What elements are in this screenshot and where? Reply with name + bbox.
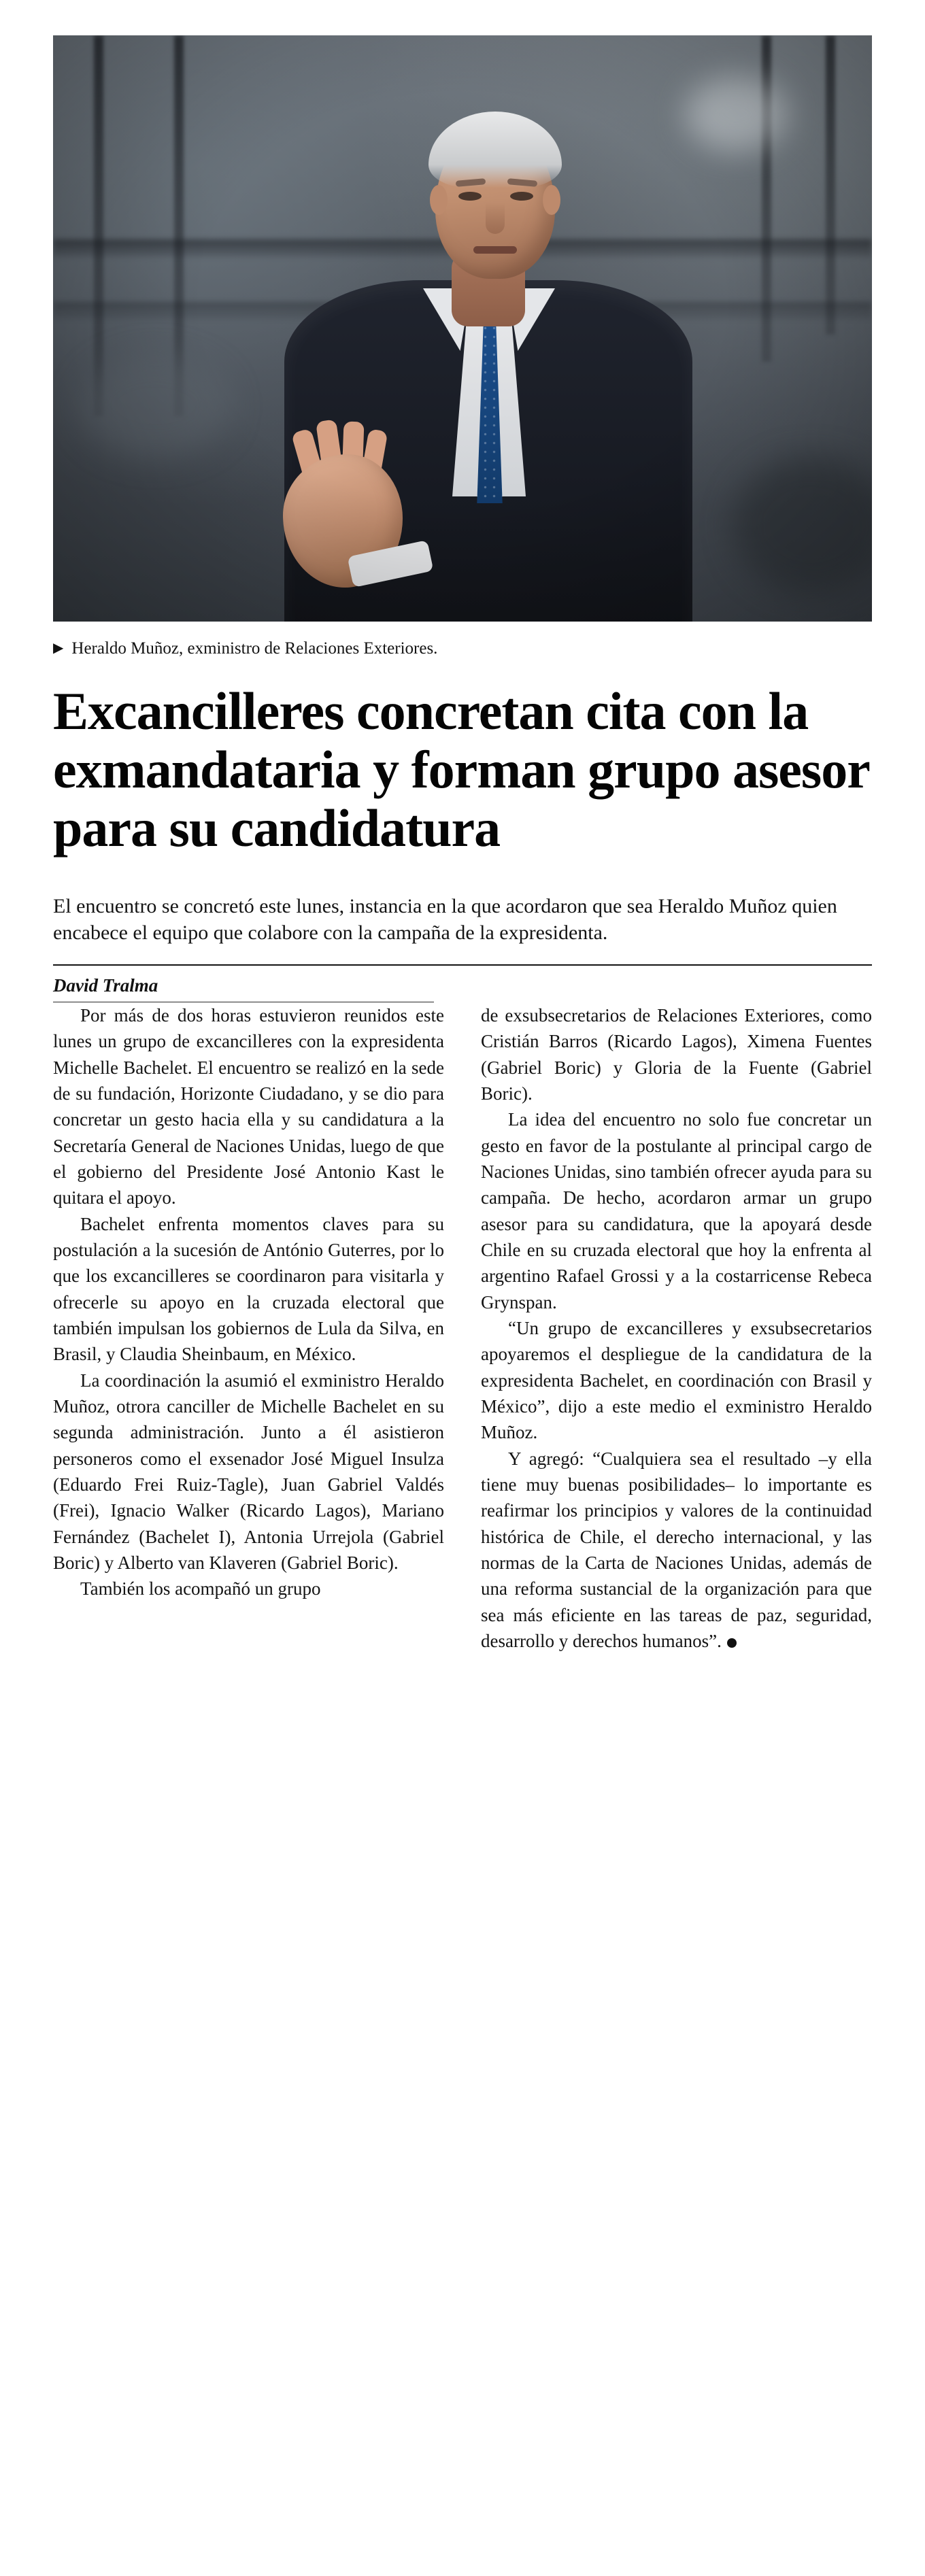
body-column-left: [53, 1002, 444, 1654]
body-paragraph: También los acompañó un grupo: [80, 1578, 321, 1599]
photo-caption: [53, 638, 872, 659]
body-paragraph: La idea del encuentro no solo fue concretar un gesto en favor de la postulante al principal cargo de Naciones Unidas, sino también ofrecer ayuda para su campaña. De hecho, acordaron armar un grupo asesor para su candidatura, que la apoyará desde Chile en su cruzada electoral que hoy la enfrenta al argentino Rafael Grossi y a la costarricense Rebeca Grynspan.: [481, 1109, 872, 1312]
body-paragraph: La coordinación la asumió el exministro Heraldo Muñoz, otrora canciller de Michelle Bachelet en su segunda administración. Junto a él asistieron personeros como el exsenador José Miguel Insulza (Eduardo Frei Ruiz-Tagle), Juan Gabriel Valdés (Frei), Ignacio Walker (Ricardo Lagos), Mariano Fernández (Bachelet I), Antonia Urrejola (Gabriel Boric) y Alberto van Klaveren (Gabriel Boric).: [53, 1370, 444, 1573]
article-byline: David Tralma: [53, 975, 158, 996]
caption-text: Heraldo Muñoz, exministro de Relaciones Exteriores.: [71, 639, 438, 658]
article-photo: [53, 35, 872, 622]
body-paragraph-last: [481, 1446, 872, 1655]
body-paragraph: de exsubsecretarios de Relaciones Exteriores, como Cristián Barros (Ricardo Lagos), Ximena Fuentes (Gabriel Boric) y Gloria de la Fuente (Gabriel Boric).: [481, 1005, 872, 1104]
article-deck: El encuentro se concretó este lunes, instancia en la que acordaron que sea Heraldo Muñoz quien encabece el equipo que colabore con la campaña de la expresidenta.: [53, 894, 837, 945]
body-paragraph: “Un grupo de excancilleres y exsubsecretarios apoyaremos el despliegue de la candidatura de la expresidenta Bachelet, en coordinación con Brasil y México”, dijo a este medio el exministro Heraldo Muñoz.: [481, 1318, 872, 1443]
page-title: Excancilleres concretan cita con la exmandataria y forman grupo asesor para su candidatura: [53, 681, 869, 858]
photo-subject: [278, 76, 699, 622]
caption-marker-icon: ▶: [53, 641, 64, 656]
body-paragraph-text: Y agregó: “Cualquiera sea el resultado –y ella tiene muy buenas posibilidades– lo importante es reafirmar los principios y valores de la continuidad histórica de Chile, el derecho internacional, y las normas de la Carta de Naciones Unidas, además de una reforma sustancial de la organización para que sea más eficiente en las tareas de paz, seguridad, desarrollo y derechos humanos”.: [481, 1448, 872, 1651]
body-paragraph: Bachelet enfrenta momentos claves para su postulación a la sucesión de António Guterres, por lo que los excancilleres se coordinaron para visitarla y ofrecerle su apoyo en la cruzada electoral que también impulsan los gobiernos de Lula da Silva, en Brasil, y Claudia Sheinbaum, en México.: [53, 1213, 444, 1365]
body-column-right: [481, 1002, 872, 1654]
article-body: [53, 1002, 872, 1654]
body-paragraph: Por más de dos horas estuvieron reunidos este lunes un grupo de excancilleres con la expresidenta Michelle Bachelet. El encuentro se realizó en la sede de su fundación, Horizonte Ciudadano, y se dio para concretar un gesto hacia ella y su candidatura a la Secretaría General de Naciones Unidas, luego de que el gobierno del Presidente José Antonio Kast le quitara el apoyo.: [53, 1005, 444, 1208]
end-mark-icon: [727, 1638, 737, 1648]
photo-background: [53, 35, 872, 622]
section-divider: [53, 964, 872, 966]
